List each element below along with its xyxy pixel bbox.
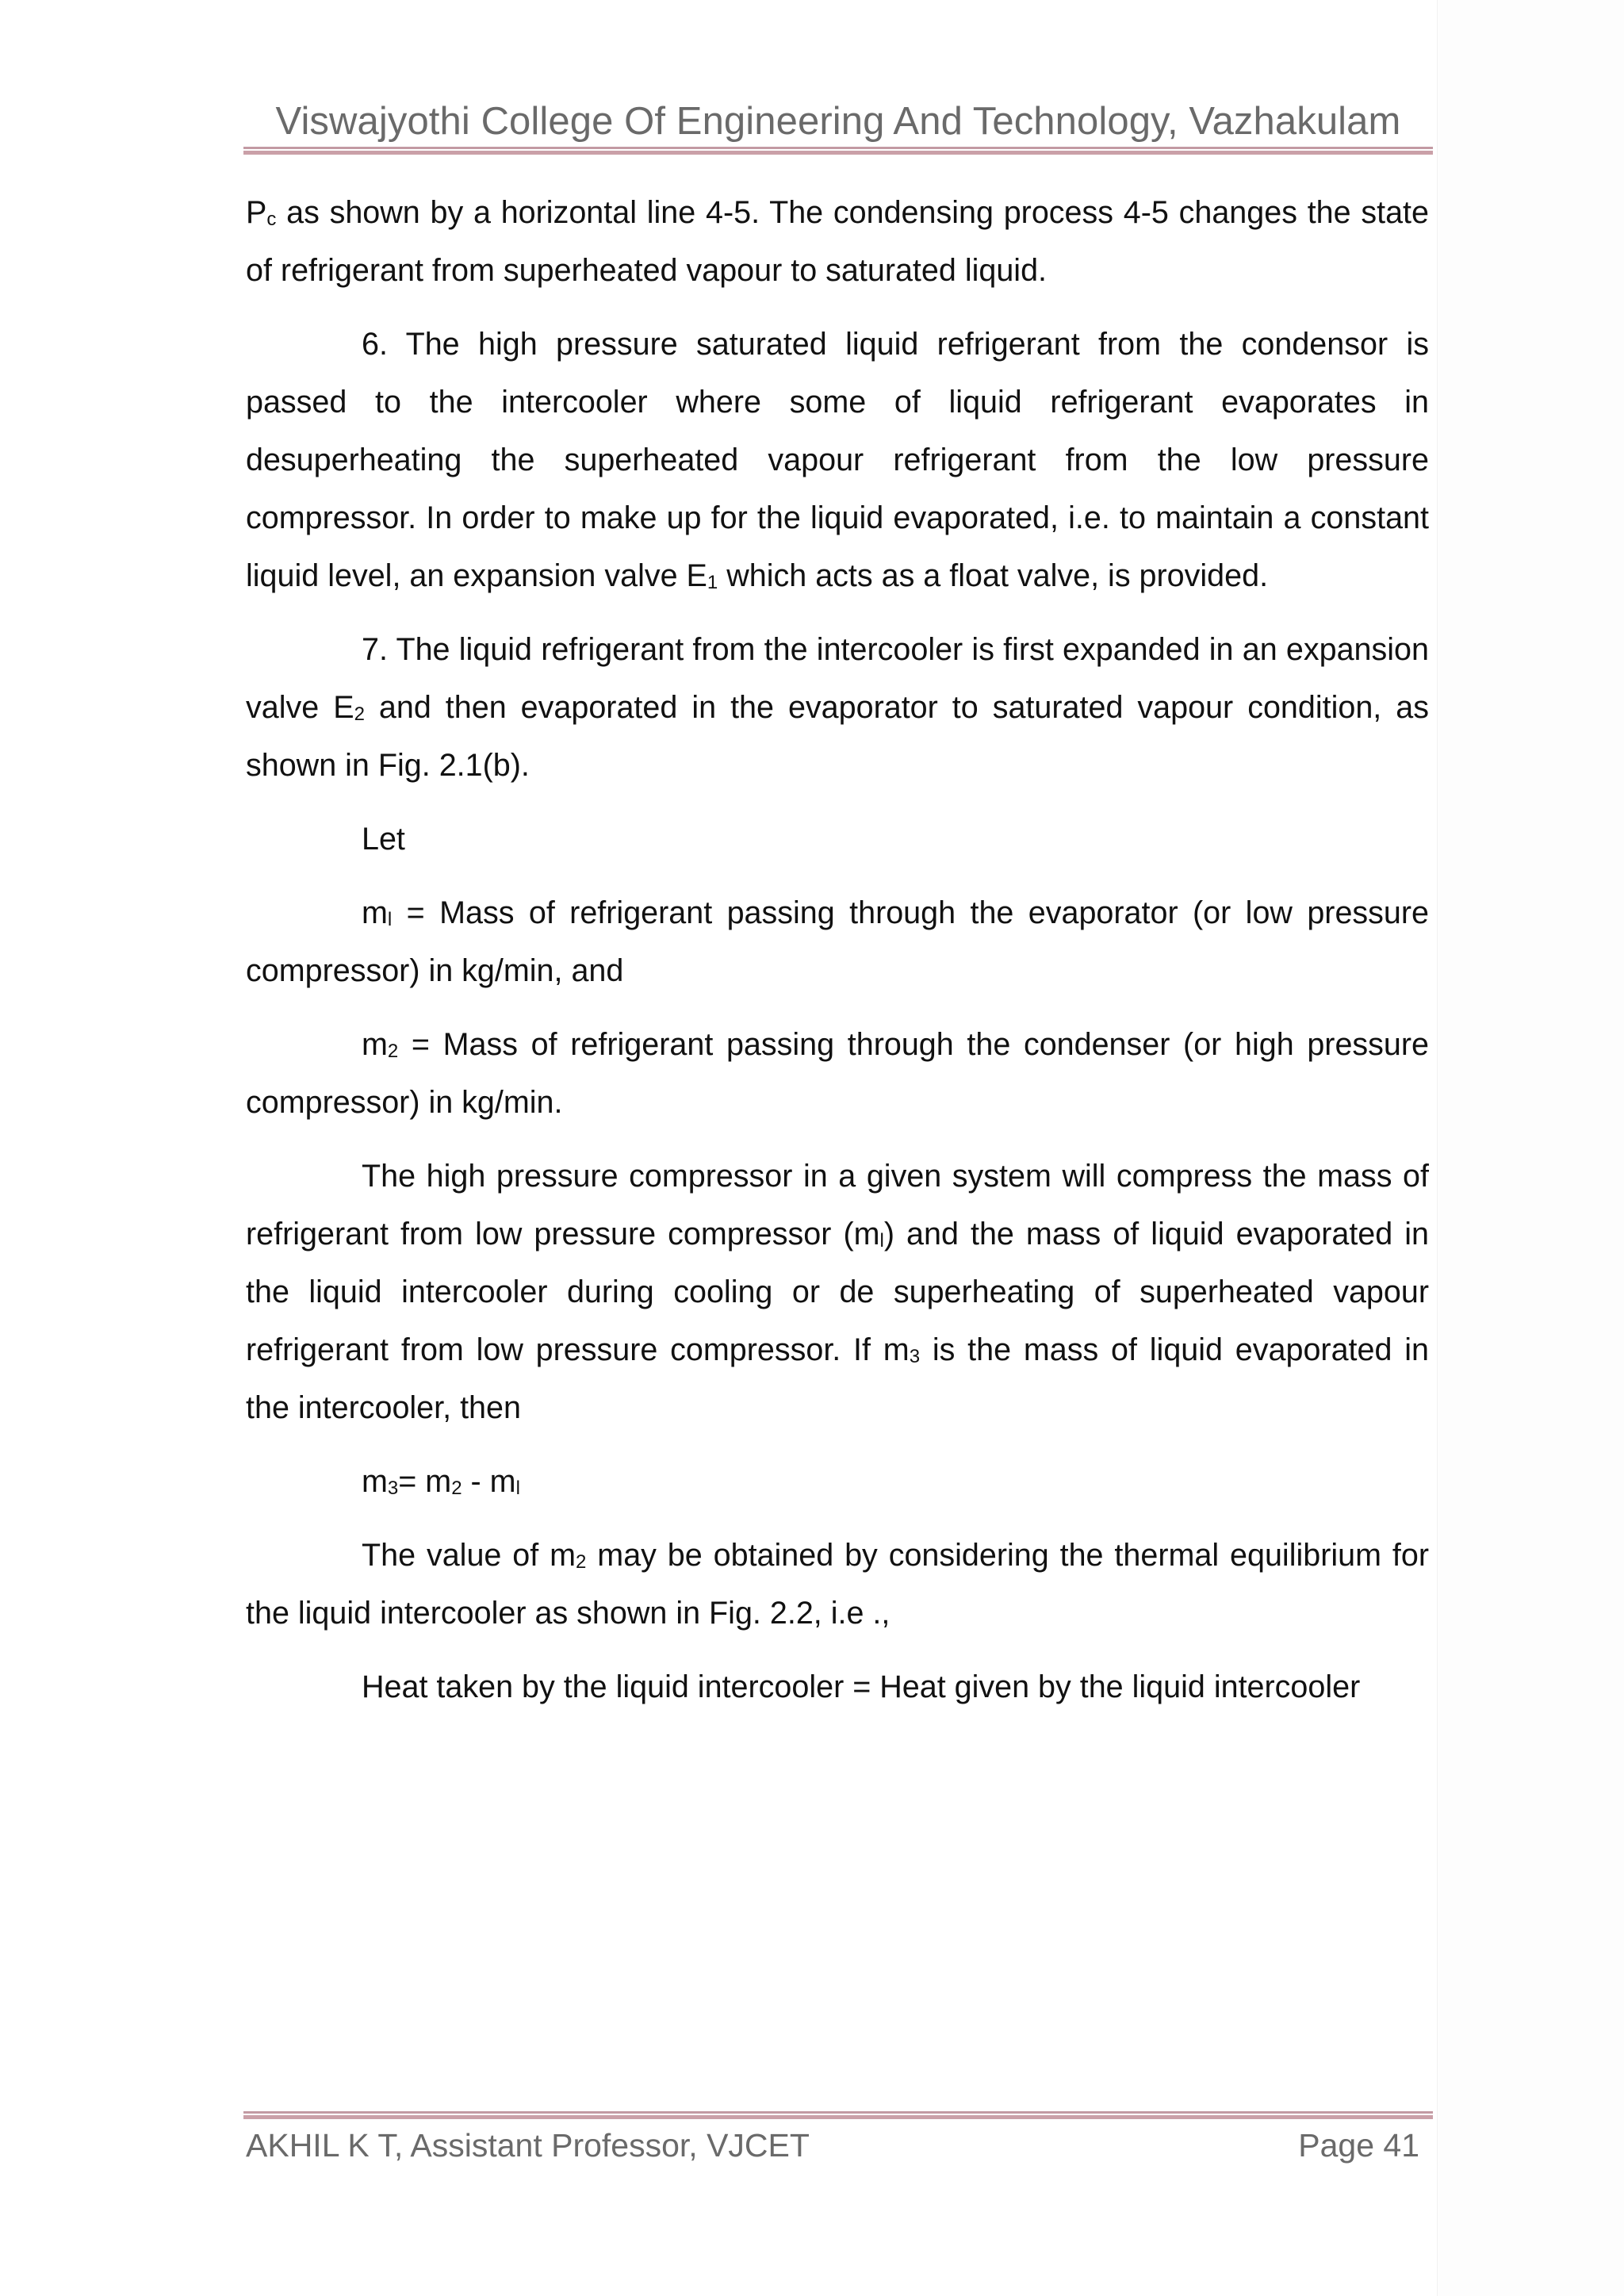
paragraph-condensing: $P_c$ as shown by a horizontal line 4-5. The condensing process 4-5 changes the state of refrigerant from superheated vapour to saturated liquid. — [246, 195, 1429, 288]
definition-m2: $m_2$ = Mass of refrigerant passing through the condenser (or high pressure compressor) in kg/min. — [246, 1027, 1429, 1120]
page-footer — [246, 2118, 1419, 2173]
paragraph-thermal-equilibrium: The value of $m_2$ may be obtained by considering the thermal equilibrium for the liquid intercooler as shown in Fig. 2.2, i.e ., — [246, 1538, 1429, 1631]
page-number: Page 41 — [1298, 2127, 1419, 2164]
header-title: Viswajyothi College Of Engineering And Technology, Vazhakulam — [275, 100, 1401, 143]
page-margin-edge — [1437, 0, 1624, 2296]
paragraph-step-7: 7. The liquid refrigerant from the intercooler is first expanded in an expansion valve $E_2$ and then evaporated in the evaporator to saturated vapour condition, as shown in Fig. 2.1(b). — [246, 632, 1429, 783]
definition-m1: $m_l$ = Mass of refrigerant passing through the evaporator (or low pressure compressor) in kg/min, and — [246, 895, 1429, 988]
page-header — [243, 94, 1433, 149]
equation-m3: $m_3= m_2 - m_l$ — [362, 1464, 520, 1499]
statement-heat-balance: Heat taken by the liquid intercooler = Heat given by the liquid intercooler — [362, 1669, 1361, 1704]
footer-author: AKHIL K T, Assistant Professor, VJCET — [246, 2127, 810, 2164]
paragraph-step-6: 6. The high pressure saturated liquid refrigerant from the condensor is passed to the intercooler where some of liquid refrigerant evaporates in desuperheating the superheated vapour refrigerant from the low pressure compressor. In order to make up for the liquid evaporated, i.e. to maintain a constant liquid level, an expansion valve $E_1$ which acts as a float valve, is provided. — [246, 327, 1429, 593]
paragraph-let: Let — [362, 822, 405, 857]
document-body — [246, 184, 1429, 1732]
paragraph-high-pressure-compressor: The high pressure compressor in a given system will compress the mass of refrigerant from low pressure compressor $(m_l)$ and the mass of liquid evaporated in the liquid intercooler during cooling or de superheating of superheated vapour refrigerant from low pressure compressor. If $m_3$ is the mass of liquid evaporated in the intercooler, then — [246, 1159, 1429, 1425]
header-rule — [243, 147, 1433, 154]
